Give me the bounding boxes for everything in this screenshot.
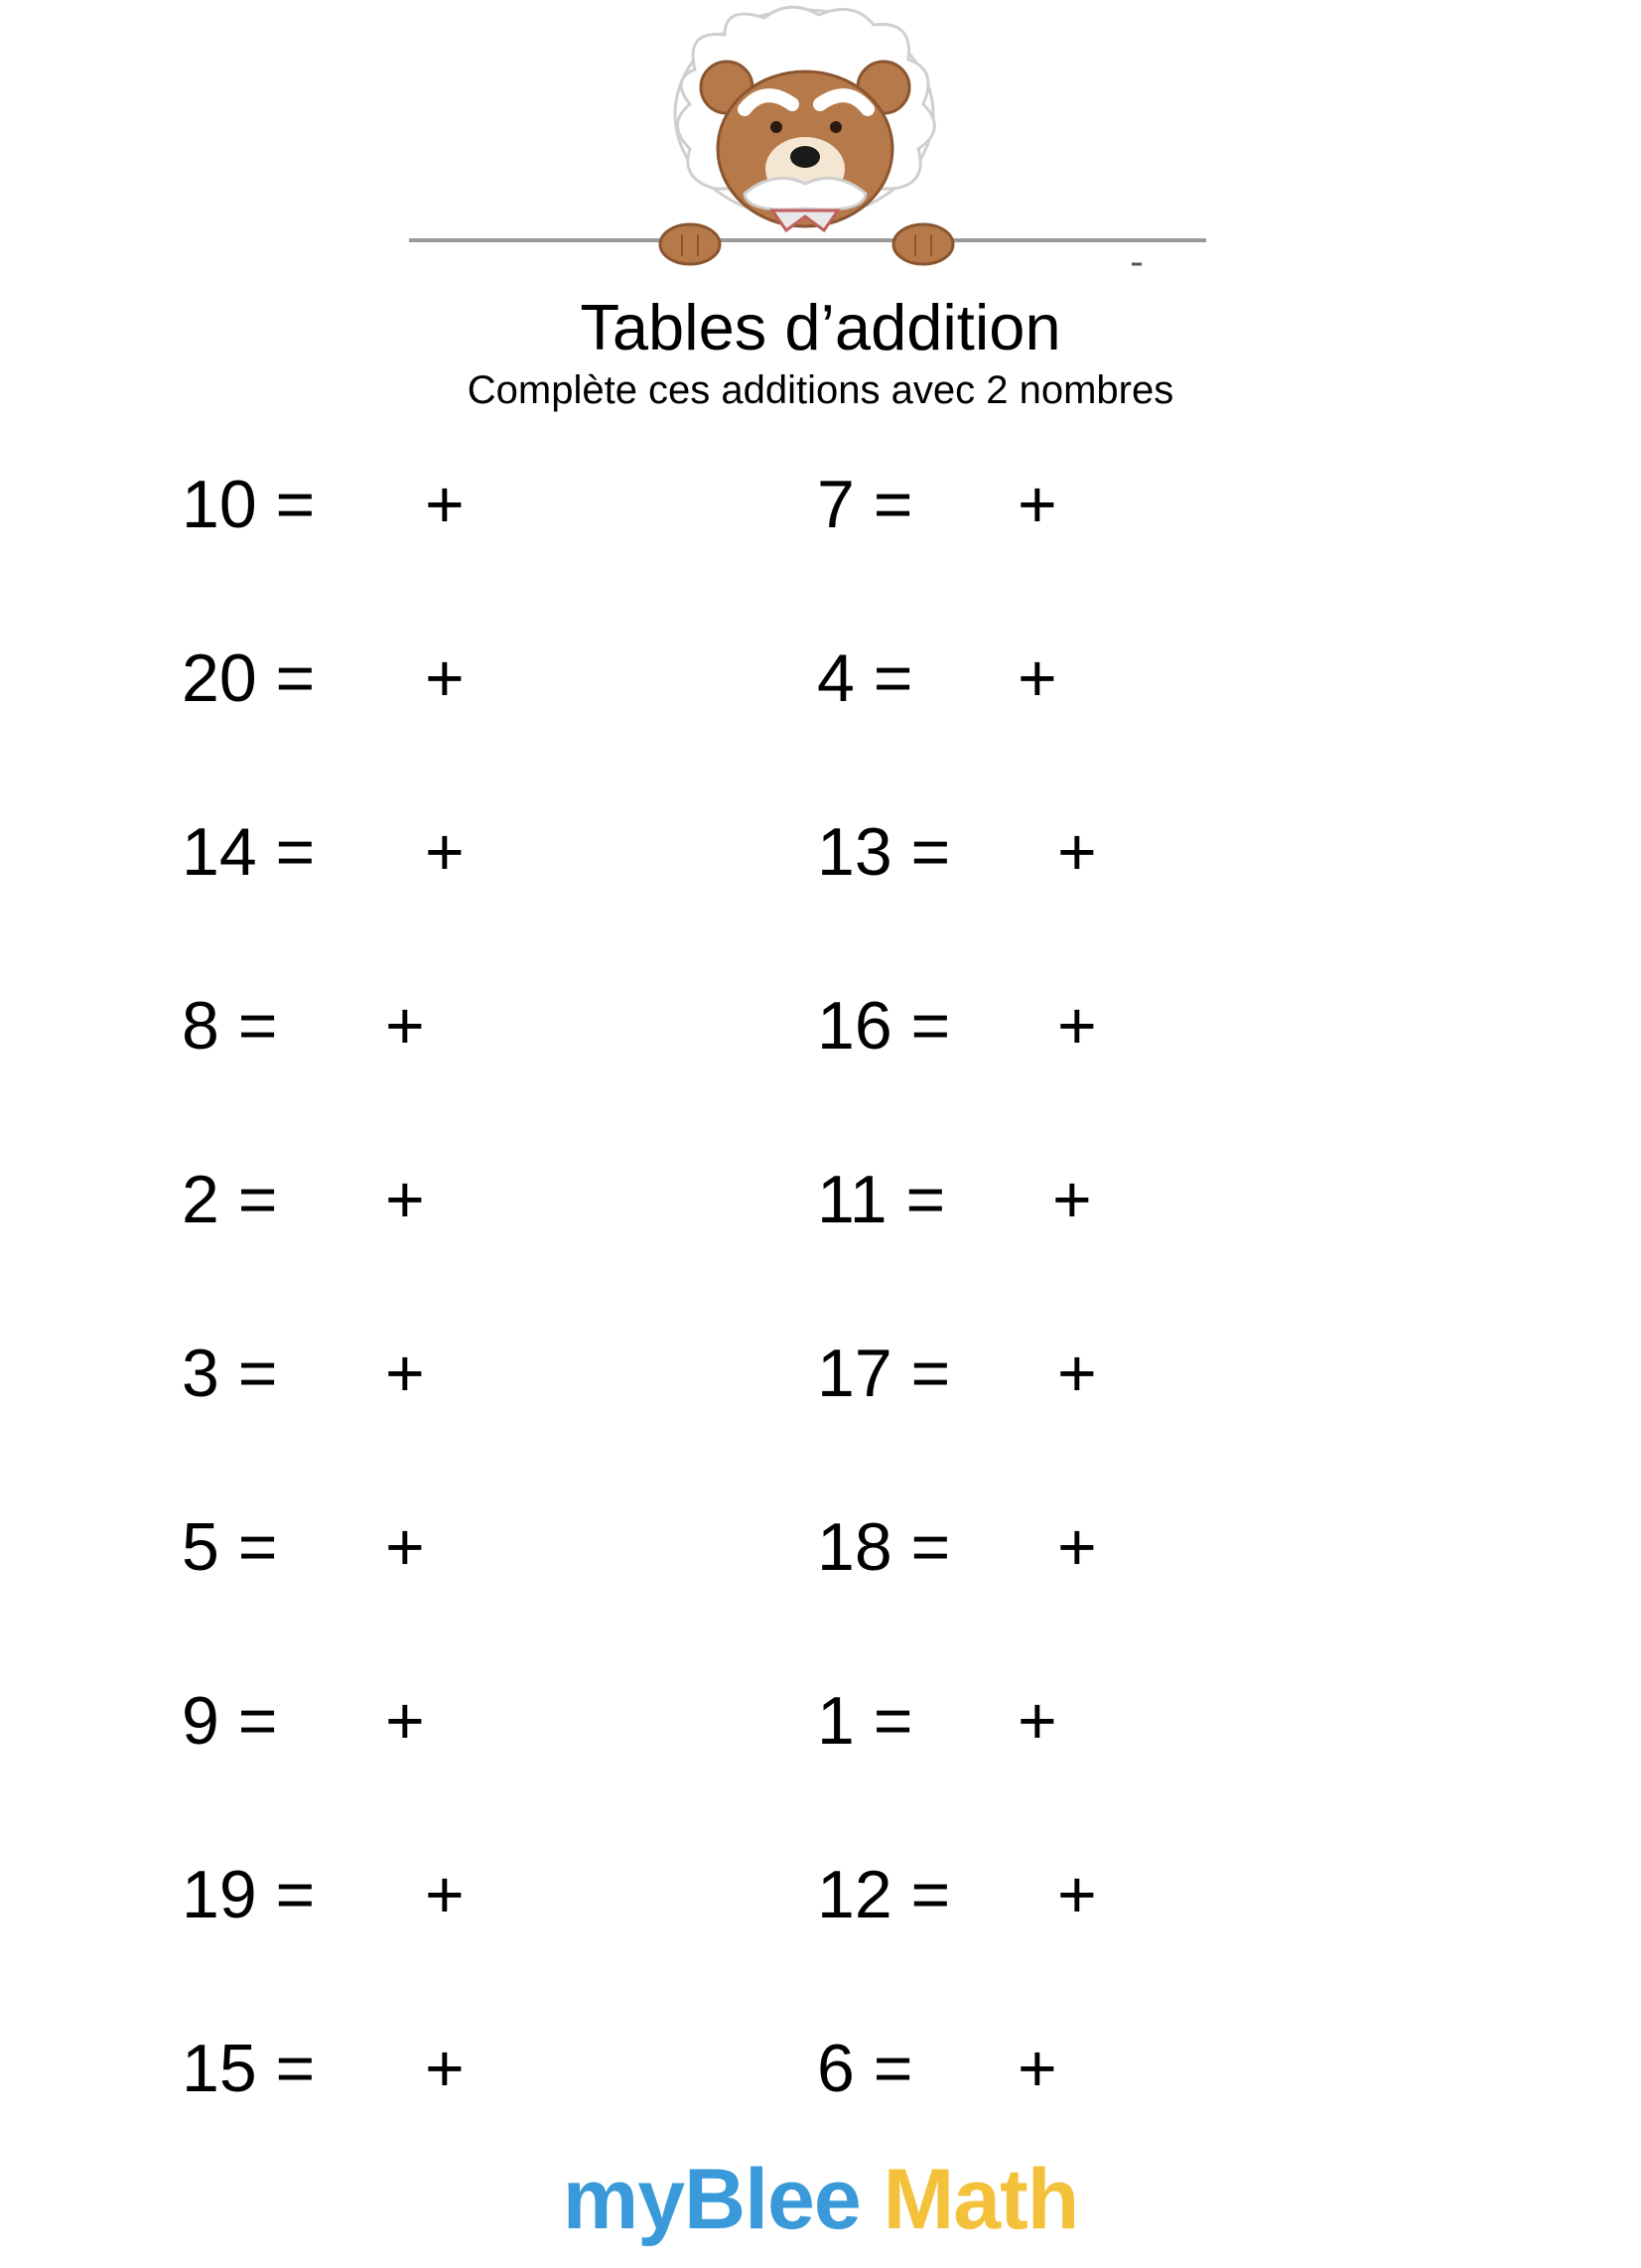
exercise-total: 18 = bbox=[817, 1509, 951, 1585]
plus-sign: + bbox=[1057, 814, 1097, 890]
bear-right-paw bbox=[893, 224, 953, 264]
exercise-total: 9 = bbox=[182, 1683, 278, 1759]
exercise-total: 2 = bbox=[182, 1162, 278, 1237]
plus-sign: + bbox=[1057, 1857, 1097, 1932]
bear-mustache bbox=[745, 178, 866, 210]
plus-sign: + bbox=[425, 2031, 465, 2106]
bear-mascot-illustration bbox=[397, 0, 1221, 278]
plus-sign: + bbox=[385, 1683, 425, 1759]
plus-sign: + bbox=[425, 640, 465, 716]
plus-sign: + bbox=[1018, 467, 1057, 542]
plus-sign: + bbox=[425, 1857, 465, 1932]
logo-myblee: myBlee bbox=[562, 2152, 861, 2247]
plus-sign: + bbox=[385, 988, 425, 1063]
bear-left-eye bbox=[770, 121, 782, 133]
plus-sign: + bbox=[1018, 640, 1057, 716]
plus-sign: + bbox=[1057, 1336, 1097, 1411]
plus-sign: + bbox=[385, 1336, 425, 1411]
page-title: Tables d’addition bbox=[580, 291, 1061, 363]
exercise-total: 16 = bbox=[817, 988, 951, 1063]
plus-sign: + bbox=[425, 467, 465, 542]
bear-left-paw bbox=[660, 224, 720, 264]
bear-right-eye bbox=[830, 121, 842, 133]
plus-sign: + bbox=[385, 1509, 425, 1585]
plus-sign: + bbox=[425, 814, 465, 890]
plus-sign: + bbox=[1018, 2031, 1057, 2106]
exercise-total: 5 = bbox=[182, 1509, 278, 1585]
plus-sign: + bbox=[385, 1162, 425, 1237]
exercise-total: 13 = bbox=[817, 814, 951, 890]
page-subtitle: Complète ces additions avec 2 nombres bbox=[467, 368, 1174, 412]
exercise-total: 8 = bbox=[182, 988, 278, 1063]
exercise-total: 14 = bbox=[182, 814, 316, 890]
plus-sign: + bbox=[1057, 1509, 1097, 1585]
bear-nose bbox=[790, 146, 820, 168]
exercise-total: 3 = bbox=[182, 1336, 278, 1411]
logo-math: Math bbox=[883, 2152, 1079, 2247]
exercise-total: 7 = bbox=[817, 467, 913, 542]
plus-sign: + bbox=[1052, 1162, 1092, 1237]
plus-sign: + bbox=[1057, 988, 1097, 1063]
brand-logo bbox=[0, 2145, 1641, 2254]
exercise-total: 15 = bbox=[182, 2031, 316, 2106]
exercise-total: 12 = bbox=[817, 1857, 951, 1932]
exercise-total: 6 = bbox=[817, 2031, 913, 2106]
exercise-total: 11 = bbox=[817, 1162, 946, 1237]
exercise-total: 20 = bbox=[182, 640, 316, 716]
exercise-total: 17 = bbox=[817, 1336, 951, 1411]
exercise-total: 1 = bbox=[817, 1683, 913, 1759]
exercise-total: 19 = bbox=[182, 1857, 316, 1932]
exercise-total: 10 = bbox=[182, 467, 316, 542]
plus-sign: + bbox=[1018, 1683, 1057, 1759]
exercise-total: 4 = bbox=[817, 640, 913, 716]
